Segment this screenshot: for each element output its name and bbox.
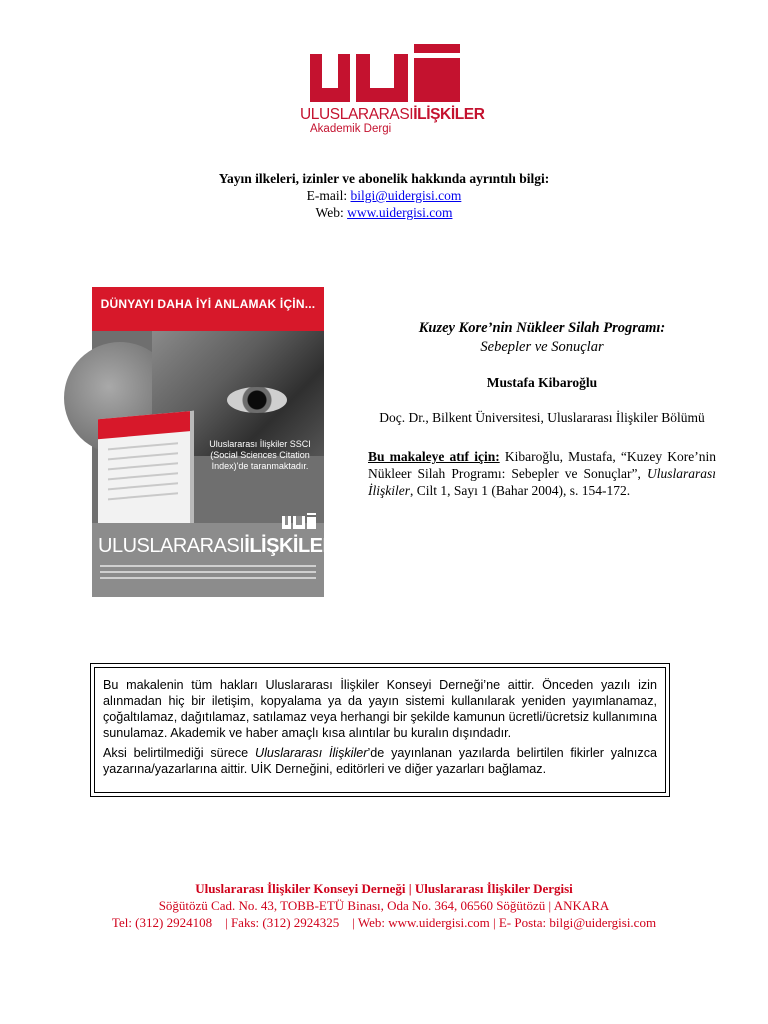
- book-line: [108, 442, 178, 450]
- logo-word-bold: İLİŞKİLER: [413, 106, 485, 123]
- cover-book-graphic: [98, 411, 194, 531]
- journal-logo: [300, 44, 485, 140]
- web-line: [0, 204, 768, 221]
- logo-wordmark: [300, 106, 485, 124]
- cover-ssci-text: Uluslararası İlişkiler SSCI (Social Sciences Citation Index)'de taranmaktadır.: [209, 439, 311, 471]
- journal-cover-image: [92, 287, 337, 597]
- cover-small-print: [100, 565, 316, 567]
- copyright-text-b: ’de yayınlanan yazılarda belirtilen fikirler yalnızca yazarına/yazarlarına aittir. UİK Derneğini, editörleri ve diğer yazarları bağlamaz.: [103, 746, 658, 776]
- cover-title: [98, 535, 336, 558]
- ui-logo-mark-icon: [310, 44, 460, 102]
- copyright-box-inner: [94, 667, 666, 793]
- book-line: [108, 472, 178, 480]
- web-link[interactable]: www.uidergisi.com: [347, 205, 453, 220]
- cover-mini-logo-icon: [282, 513, 316, 529]
- citation: [368, 448, 716, 499]
- eye-graphic: [227, 387, 287, 413]
- citation-journal: Uluslararası İlişkiler: [368, 466, 716, 498]
- book-line: [108, 492, 178, 500]
- copyright-journal: Uluslararası İlişkiler: [255, 746, 368, 760]
- author-affiliation: Doç. Dr., Bilkent Üniversitesi, Uluslararası İlişkiler Bölümü: [379, 410, 705, 425]
- copyright-text-a: Aksi belirtilmediği sürece: [103, 746, 255, 760]
- citation-text-1: Kibaroğlu, Mustafa, “Kuzey Kore’nin Nükleer Silah Programı: Sebepler ve Sonuçlar”,: [368, 449, 716, 481]
- logo-subtitle: Akademik Dergi: [310, 123, 392, 135]
- cover-title-light: ULUSLARARASI: [98, 535, 245, 557]
- copyright-paragraph-1: Bu makalenin tüm hakları Uluslararası İlişkiler Konseyi Derneği’ne aittir. Önceden yazılı izin alınmadan hiç bir iletişim, kopyalama ya da yayın sistemi kullanılarak yeniden yayımlanamaz, çoğaltılamaz, dağıtılamaz, satılamaz veya herhangi bir şekilde kamunun ücretli/ücretsiz kullanımına sunulamaz. Akademik ve haber amaçlı kısa alıntılar bu kuralın dışındadır.: [103, 678, 657, 740]
- footer-contact: Tel: (312) 2924108 | Faks: (312) 2924325 | Web: www.uidergisi.com | E- Posta: bilgi@uidergisi.com: [111, 915, 657, 930]
- article-author: Mustafa Kibaroğlu: [486, 375, 598, 390]
- publication-info: [0, 170, 768, 221]
- book-line: [108, 462, 178, 470]
- book-line: [108, 482, 178, 490]
- citation-text-2: , Cilt 1, Sayı 1 (Bahar 2004), s. 154-172.: [410, 483, 631, 498]
- footer-address: Söğütözü Cad. No. 43, TOBB-ETÜ Binası, Oda No. 364, 06560 Söğütözü | ANKARA: [158, 898, 610, 913]
- footer-org: Uluslararası İlişkiler Konseyi Derneği | Uluslararası İlişkiler Dergisi: [195, 881, 573, 896]
- footer: [0, 880, 768, 931]
- web-label: Web:: [315, 205, 344, 220]
- logo-word-light: ULUSLARARASI: [300, 106, 414, 123]
- copyright-box: [90, 663, 670, 797]
- copyright-paragraph-2: [103, 745, 657, 777]
- article-info: [368, 320, 716, 499]
- email-label: E-mail:: [306, 188, 348, 203]
- citation-lead: Bu makaleye atıf için:: [368, 449, 500, 464]
- email-line: [0, 187, 768, 204]
- cover-title-bold: İLİŞKİLER: [244, 535, 337, 557]
- article-subtitle: Sebepler ve Sonuçlar: [480, 339, 604, 355]
- info-heading: Yayın ilkeleri, izinler ve abonelik hakkında ayrıntılı bilgi:: [218, 171, 550, 186]
- article-title: Kuzey Kore’nin Nükleer Silah Programı:: [418, 320, 666, 336]
- email-link[interactable]: bilgi@uidergisi.com: [350, 188, 462, 203]
- cover-slogan: DÜNYAYI DAHA İYİ ANLAMAK İÇİN...: [100, 297, 316, 311]
- book-line: [108, 452, 178, 460]
